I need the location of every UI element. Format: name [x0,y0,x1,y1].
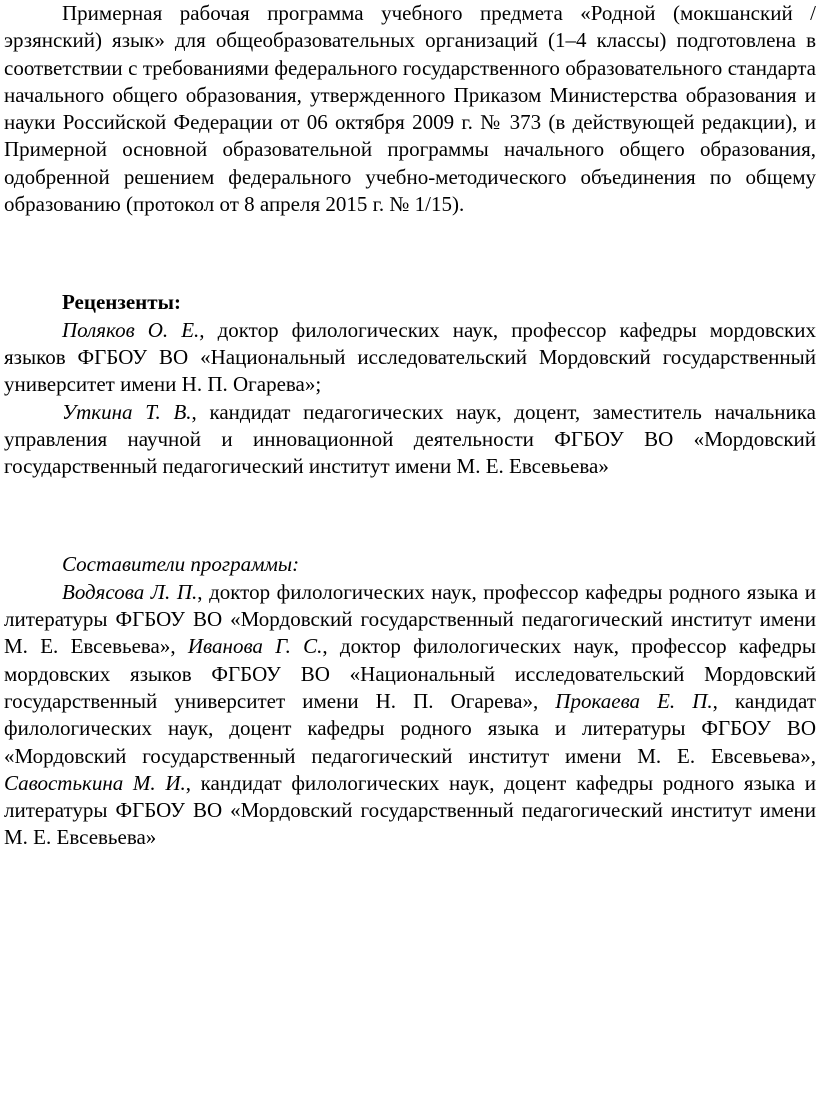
compiler-name: Водясова Л. П. [62,579,198,604]
reviewer-description: , кандидат педагогических наук, доцент, заместитель начальника управления научной и инновационной деятельности ФГБОУ ВО «Мордовский государственный педагогический институт имени М. Е. Евсевьева» [4,399,816,479]
reviewer-description: доктор филологических наук, профессор кафедры мордовских языков ФГБОУ ВО «Национальный исследовательский Мордовский государственный университет имени Н. П. Огарева»; [4,317,816,397]
reviewer-name: Уткина Т. В. [62,399,192,424]
reviewer-name: Поляков О. Е., [62,317,205,342]
compiler-name: Иванова Г. С. [187,634,323,659]
compilers-heading: Составители программы: [62,552,300,577]
intro-paragraph: Примерная рабочая программа учебного предмета «Родной (мокшанский / эрзянский) язык» для общеобразовательных организаций (1–4 классы) подготовлена в соответствии с требованиями федерального государственного образовательного стандарта начального общего образования, утвержденного Приказом Министерства образования и науки Российской Федерации от 06 октября 2009 г. № 373 (в действующей редакции), и Примерной основной образовательной программы начального общего образования, одобренной решением федерального учебно-методического объединения по общему образованию (протокол от 8 апреля 2015 г. № 1/15). [4,1,816,217]
reviewers-heading: Рецензенты: [62,290,181,315]
compiler-description: , доктор филологических наук, профессор кафедры родного языка и литературы ФГБОУ ВО «Мордовский государственный педагогический институт имени М. Е. Евсевьева», [4,579,816,659]
compiler-description: , кандидат филологических наук, доцент кафедры родного языка и литературы ФГБОУ ВО «Мордовский государственный педагогический институт имени М. Е. Евсевьева» [4,770,816,850]
compiler-description: , доктор филологических наук, профессор кафедры мордовских языков ФГБОУ ВО «Национальный исследовательский Мордовский государственный университет имени Н. П. Огарева», [4,634,816,713]
compiler-description: , кандидат филологических наук, доцент кафедры родного языка и литературы ФГБОУ ВО «Мордовский государственный педагогический институт имени М. Е. Евсевьева», [4,688,816,768]
reviewer-item [4,399,816,481]
spacer [4,480,816,551]
spacer [4,218,816,289]
reviewer-item [4,317,816,399]
compilers-paragraph [4,579,816,852]
compiler-name: Прокаева Е. П. [555,688,713,713]
compiler-name: Савостькина М. И. [4,770,186,795]
